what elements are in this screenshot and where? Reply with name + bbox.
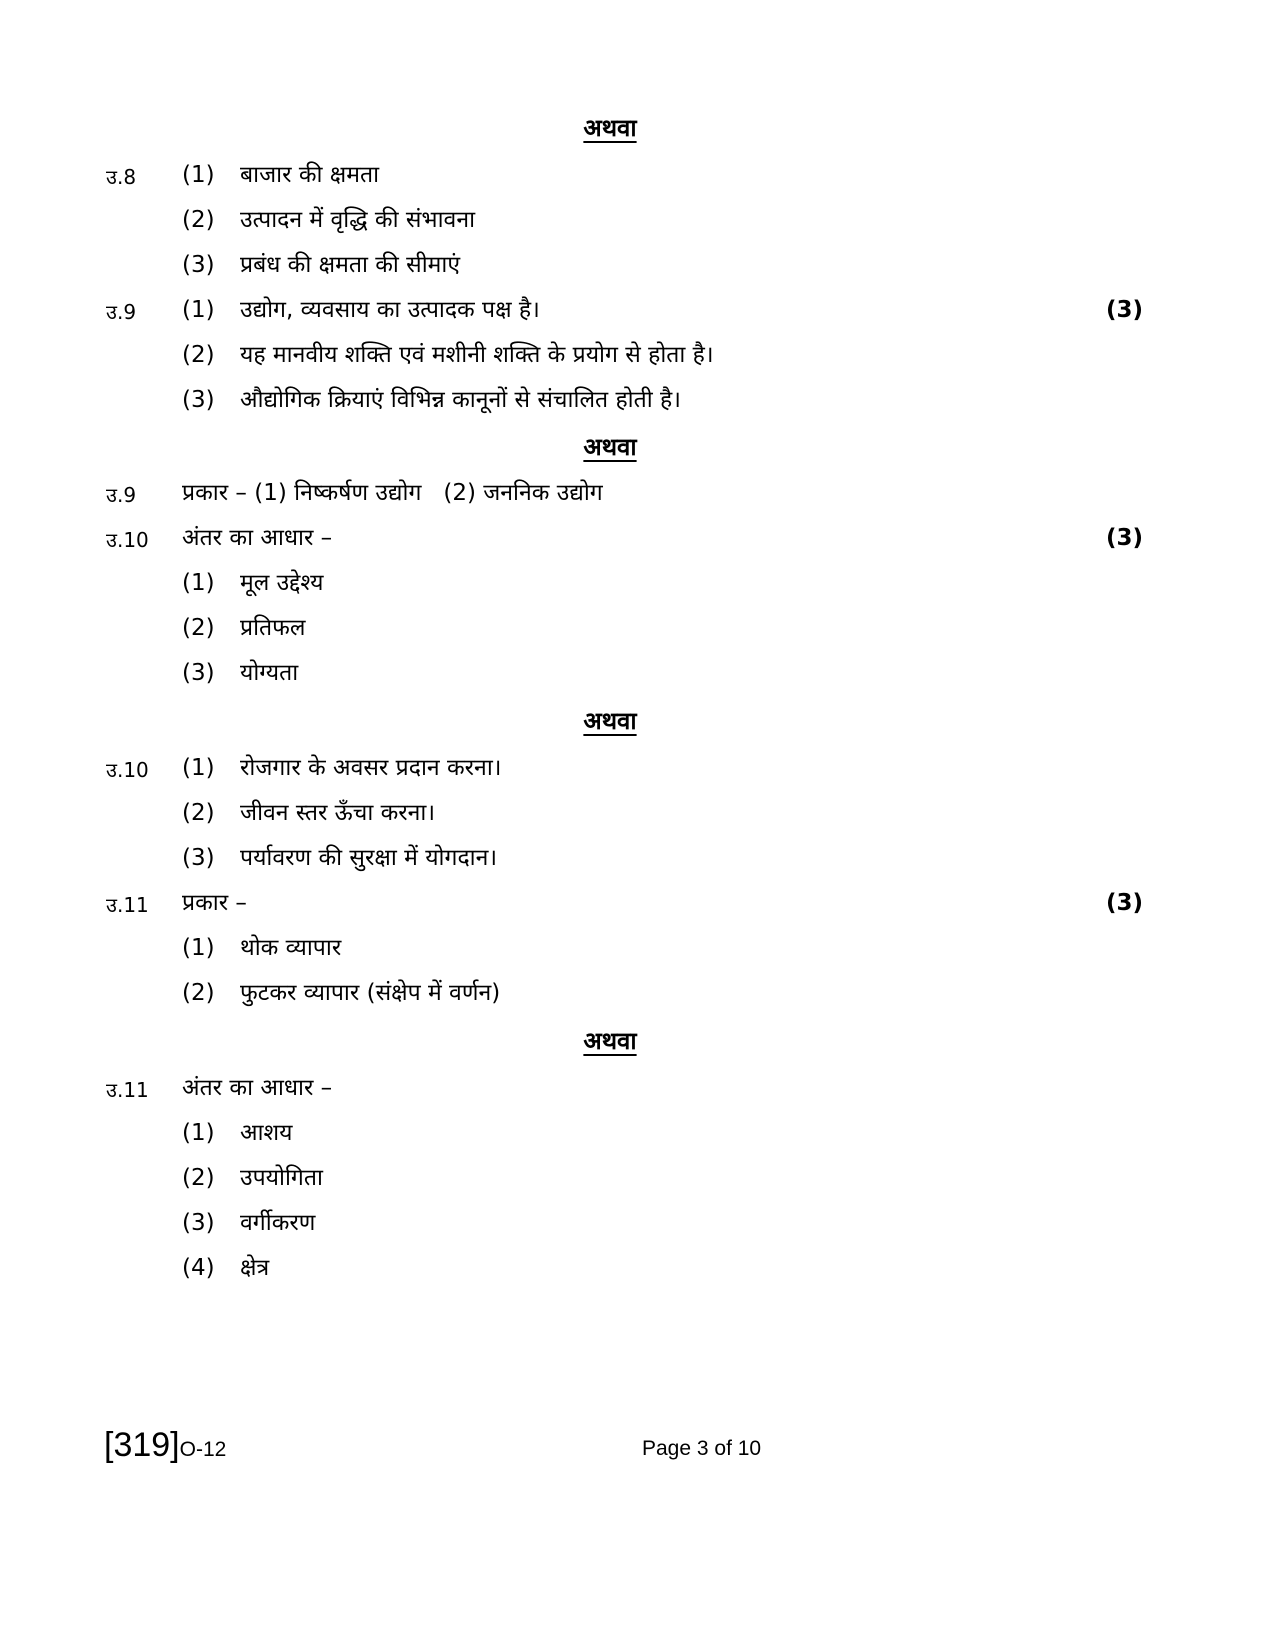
subject-code-suffix: O-12 xyxy=(179,1438,227,1461)
marks: (3) xyxy=(1105,890,1143,916)
item-text: क्षेत्र xyxy=(240,1255,270,1281)
item-number: (1) xyxy=(182,297,215,323)
item-text: उपयोगिता xyxy=(240,1165,323,1191)
item-number: (3) xyxy=(182,1210,215,1236)
answer-number: उ.11 xyxy=(106,1078,149,1102)
item-number: (2) xyxy=(182,800,215,826)
item-number: (2) xyxy=(182,342,215,368)
answer-number: उ.8 xyxy=(106,165,137,189)
item-heading: प्रकार – xyxy=(182,890,247,916)
or-heading: अथवा xyxy=(583,433,637,461)
item-number: (1) xyxy=(182,1120,215,1146)
item-number: (2) xyxy=(182,980,215,1006)
item-number: (2) xyxy=(182,615,215,641)
item-text: प्रकार – (1) निष्कर्षण उद्योग (2) जननिक उद्योग xyxy=(182,480,603,506)
item-text: उत्पादन में वृद्धि की संभावना xyxy=(240,207,476,233)
or-heading: अथवा xyxy=(583,1027,637,1055)
marks: (3) xyxy=(1105,297,1143,323)
item-text: यह मानवीय शक्ति एवं मशीनी शक्ति के प्रयोग से होता है। xyxy=(240,342,714,368)
answer-number: उ.10 xyxy=(106,758,149,782)
item-number: (4) xyxy=(182,1255,215,1281)
item-text: प्रबंध की क्षमता की सीमाएं xyxy=(240,252,461,278)
item-text: आशय xyxy=(240,1120,293,1146)
item-number: (1) xyxy=(182,935,215,961)
item-text: थोक व्यापार xyxy=(240,935,342,961)
answer-number: उ.10 xyxy=(106,528,149,552)
item-number: (1) xyxy=(182,570,215,596)
or-heading: अथवा xyxy=(583,114,637,142)
subject-code-number: [319] xyxy=(104,1426,180,1464)
item-text: उद्योग, व्यवसाय का उत्पादक पक्ष है। xyxy=(240,297,540,323)
subject-code xyxy=(104,1426,226,1465)
answer-number: उ.9 xyxy=(106,300,137,324)
item-text: फुटकर व्यापार (संक्षेप में वर्णन) xyxy=(240,980,501,1006)
or-heading: अथवा xyxy=(583,707,637,735)
item-text: योग्यता xyxy=(240,660,299,686)
page-number: Page 3 of 10 xyxy=(642,1437,762,1460)
marks: (3) xyxy=(1105,525,1143,551)
item-number: (3) xyxy=(182,387,215,413)
item-text: औद्योगिक क्रियाएं विभिन्न कानूनों से संचालित होती है। xyxy=(240,387,681,413)
item-number: (1) xyxy=(182,162,215,188)
item-text: जीवन स्तर ऊँचा करना। xyxy=(240,800,436,826)
item-heading: अंतर का आधार – xyxy=(182,1075,333,1101)
item-number: (2) xyxy=(182,1165,215,1191)
item-heading: अंतर का आधार – xyxy=(182,525,333,551)
item-number: (3) xyxy=(182,252,215,278)
item-number: (3) xyxy=(182,660,215,686)
item-text: वर्गीकरण xyxy=(240,1210,316,1236)
item-text: मूल उद्देश्य xyxy=(240,570,324,596)
answer-number: उ.9 xyxy=(106,483,137,507)
item-number: (2) xyxy=(182,207,215,233)
item-text: प्रतिफल xyxy=(240,615,306,641)
item-text: रोजगार के अवसर प्रदान करना। xyxy=(240,755,502,781)
item-text: बाजार की क्षमता xyxy=(240,162,380,188)
answer-number: उ.11 xyxy=(106,893,149,917)
item-number: (1) xyxy=(182,755,215,781)
item-text: पर्यावरण की सुरक्षा में योगदान। xyxy=(240,845,498,871)
item-number: (3) xyxy=(182,845,215,871)
